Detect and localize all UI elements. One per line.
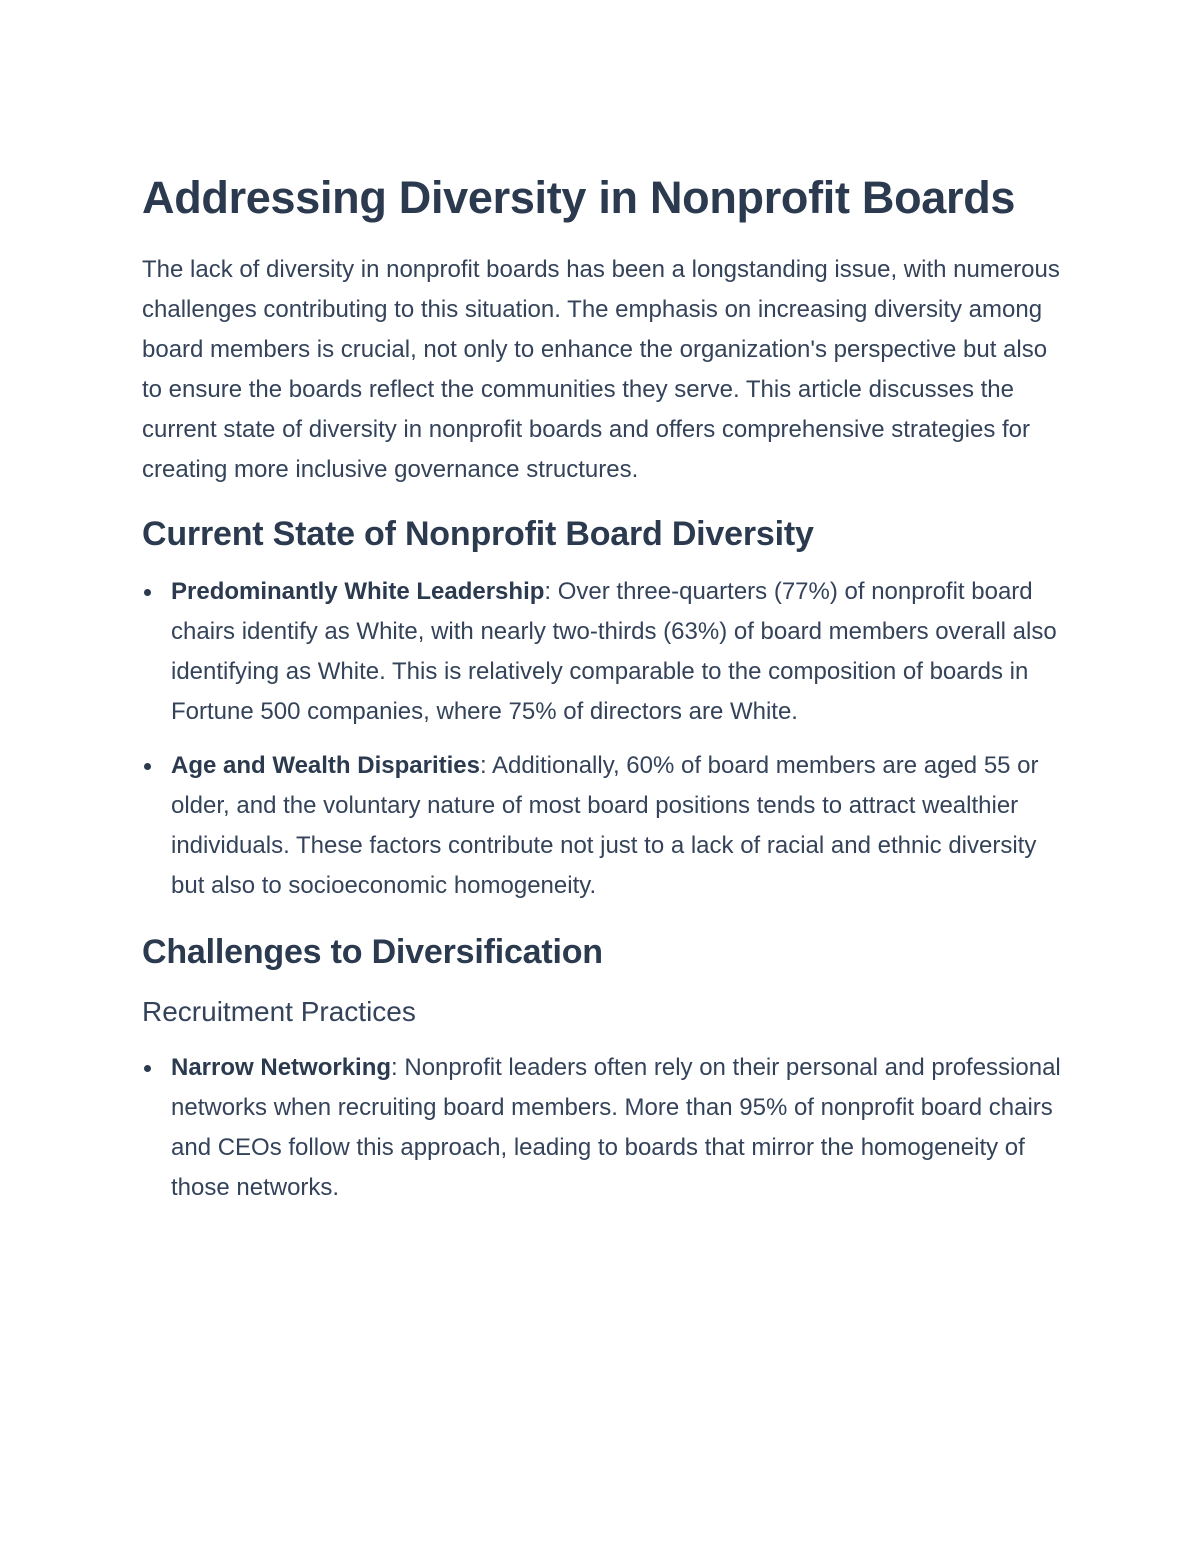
document-page bbox=[142, 168, 1072, 1222]
list-item-term: Age and Wealth Disparities bbox=[171, 752, 480, 779]
bullet-icon bbox=[144, 589, 151, 596]
intro-paragraph: The lack of diversity in nonprofit boards has been a longstanding issue, with numerous challenges contributing to this situation. The emphasis on increasing diversity among board members is crucial, not only to enhance the organization's perspective but also to ensure the boards reflect the communities they serve. This article discusses the current state of diversity in nonprofit boards and offers comprehensive strategies for creating more inclusive governance structures. bbox=[142, 256, 1060, 483]
list-item-text: : Over three-quarters (77%) of nonprofit board chairs identify as White, with nearly two-thirds (63%) of board members overall also identifying as White. This is relatively comparable to the composition of boards in Fortune 500 companies, where 75% of directors are White. bbox=[171, 578, 1057, 725]
subsection-heading-recruitment: Recruitment Practices bbox=[142, 996, 416, 1027]
list-item bbox=[142, 1048, 1072, 1208]
list-item-term: Predominantly White Leadership bbox=[171, 578, 545, 605]
list-item-text: : Nonprofit leaders often rely on their personal and professional networks when recruiting board members. More than 95% of nonprofit board chairs and CEOs follow this approach, leading to boards that mirror the homogeneity of those networks. bbox=[171, 1054, 1061, 1201]
bullet-icon bbox=[144, 1065, 151, 1072]
page-title: Addressing Diversity in Nonprofit Boards bbox=[142, 172, 1016, 223]
list-item-term: Narrow Networking bbox=[171, 1054, 392, 1081]
bullet-icon bbox=[144, 763, 151, 770]
list-item-text: : Additionally, 60% of board members are aged 55 or older, and the voluntary nature of most board positions tends to attract wealthier individuals. These factors contribute not just to a lack of racial and ethnic diversity but also to socioeconomic homogeneity. bbox=[171, 752, 1039, 899]
current-state-list bbox=[142, 572, 1072, 906]
recruitment-list bbox=[142, 1048, 1072, 1208]
section-heading-challenges: Challenges to Diversification bbox=[142, 933, 603, 971]
section-heading-current-state: Current State of Nonprofit Board Diversity bbox=[142, 515, 814, 553]
list-item bbox=[142, 746, 1072, 906]
list-item bbox=[142, 572, 1072, 732]
